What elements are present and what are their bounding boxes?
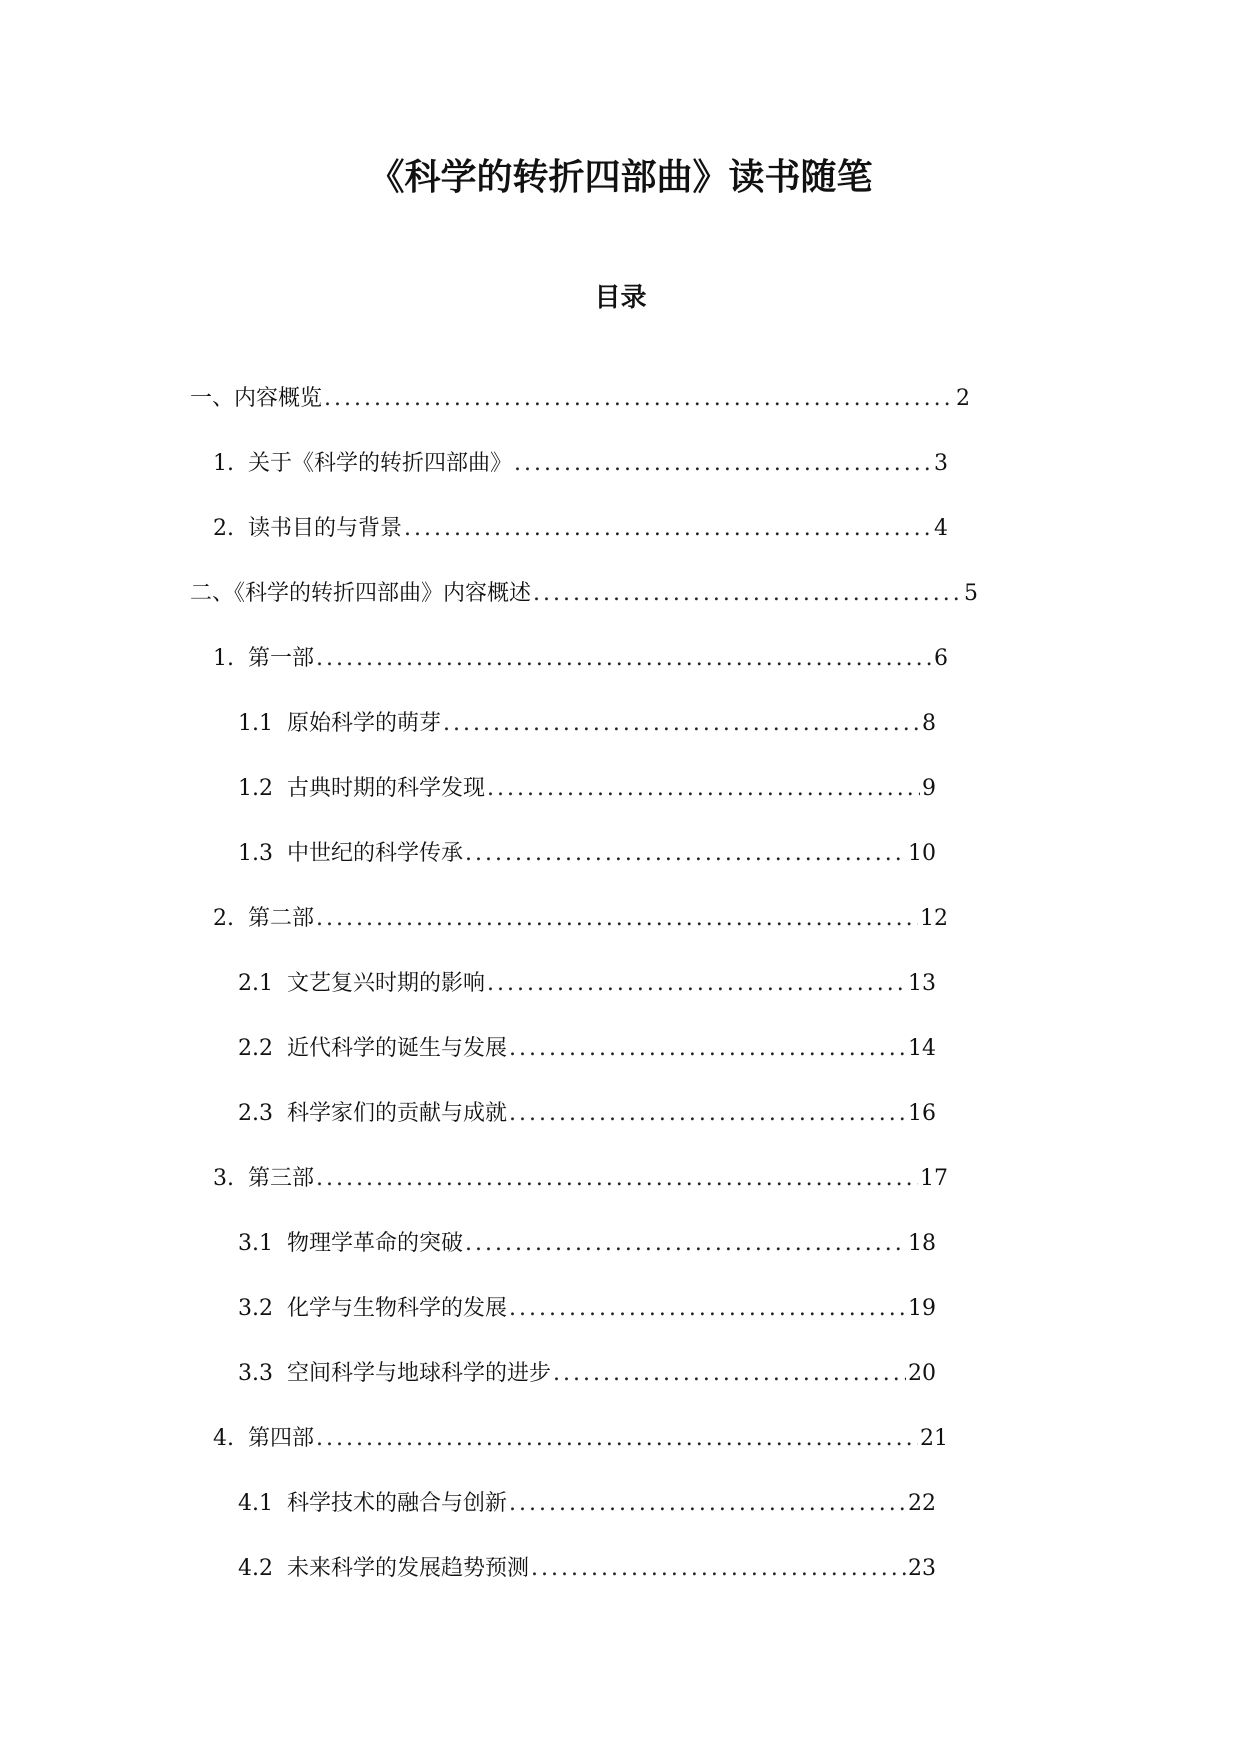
toc-entry-number: 1. — [213, 646, 234, 671]
toc-entry-number: 1. — [213, 451, 234, 476]
toc-entry-page: 10 — [908, 841, 936, 866]
toc-entry-2-3[interactable] — [0, 1164, 948, 1229]
toc-entry-part-1[interactable] — [0, 384, 970, 449]
toc-entry-page: 6 — [934, 646, 948, 671]
dot-leader — [553, 1359, 906, 1389]
toc-entry-number: 3.3 — [238, 1361, 273, 1386]
dot-leader — [465, 1229, 906, 1259]
toc-entry-label: 关于《科学的转折四部曲》 — [248, 451, 513, 476]
dot-leader — [509, 1099, 906, 1129]
toc-entry-page: 19 — [908, 1296, 936, 1321]
toc-entry-2-1-2[interactable] — [0, 774, 936, 839]
toc-entry-number: 3.2 — [238, 1296, 273, 1321]
toc-entry-number: 2.2 — [238, 1036, 273, 1061]
toc-entry-number: 1.3 — [238, 841, 273, 866]
toc-entry-label: 读书目的与背景 — [248, 516, 403, 541]
toc-entry-2-3-3[interactable] — [0, 1359, 936, 1424]
toc-entry-2-4[interactable] — [0, 1424, 948, 1489]
toc-entry-2-2-2[interactable] — [0, 1034, 936, 1099]
toc-entry-number: 2. — [213, 516, 234, 541]
toc-entry-number: 2. — [213, 906, 234, 931]
toc-heading: 目录 — [594, 283, 647, 313]
dot-leader — [509, 1294, 906, 1324]
toc-entry-page: 23 — [908, 1556, 936, 1581]
toc-entry-part-2[interactable] — [0, 579, 978, 644]
toc-entry-2-1-1[interactable] — [0, 709, 936, 774]
toc-entry-number: 1.1 — [238, 711, 273, 736]
toc-entry-2-4-2[interactable] — [0, 1554, 936, 1619]
toc-entry-label: 第一部 — [248, 646, 315, 671]
toc-entry-label: 古典时期的科学发现 — [287, 776, 486, 801]
toc-entry-label: 未来科学的发展趋势预测 — [287, 1556, 530, 1581]
toc-entry-page: 20 — [908, 1361, 936, 1386]
toc-entry-page: 16 — [908, 1101, 936, 1126]
toc-entry-page: 18 — [908, 1231, 936, 1256]
table-of-contents — [0, 384, 1241, 1619]
toc-entry-page: 13 — [908, 971, 936, 996]
toc-entry-2-4-1[interactable] — [0, 1489, 936, 1554]
toc-entry-page: 22 — [908, 1491, 936, 1516]
toc-entry-number: 2.3 — [238, 1101, 273, 1126]
dot-leader — [487, 774, 920, 804]
toc-entry-label: 第四部 — [248, 1426, 315, 1451]
toc-entry-label: 科学技术的融合与创新 — [287, 1491, 508, 1516]
dot-leader — [514, 449, 932, 479]
toc-entry-page: 3 — [934, 451, 948, 476]
toc-entry-label: 中世纪的科学传承 — [287, 841, 464, 866]
toc-entry-1-1[interactable] — [0, 449, 948, 514]
toc-entry-number: 2.1 — [238, 971, 273, 996]
dot-leader — [531, 1554, 906, 1584]
toc-entry-number: 3.1 — [238, 1231, 273, 1256]
toc-entry-label: 原始科学的萌芽 — [287, 711, 442, 736]
toc-entry-2-2[interactable] — [0, 904, 948, 969]
toc-entry-page: 8 — [922, 711, 936, 736]
dot-leader — [443, 709, 920, 739]
toc-entry-label: 空间科学与地球科学的进步 — [287, 1361, 552, 1386]
toc-entry-number: 3. — [213, 1166, 234, 1191]
toc-entry-number: 4. — [213, 1426, 234, 1451]
toc-entry-label: 近代科学的诞生与发展 — [287, 1036, 508, 1061]
dot-leader — [316, 1424, 918, 1454]
toc-entry-label: 科学家们的贡献与成就 — [287, 1101, 508, 1126]
toc-entry-page: 9 — [922, 776, 936, 801]
toc-entry-label: 二、《科学的转折四部曲》内容概述 — [190, 581, 532, 606]
toc-entry-2-3-2[interactable] — [0, 1294, 936, 1359]
dot-leader — [465, 839, 906, 869]
toc-entry-label: 物理学革命的突破 — [287, 1231, 464, 1256]
toc-entry-2-2-1[interactable] — [0, 969, 936, 1034]
toc-entry-page: 21 — [920, 1426, 948, 1451]
dot-leader — [316, 1164, 918, 1194]
dot-leader — [509, 1489, 906, 1519]
dot-leader — [533, 579, 962, 609]
dot-leader — [316, 904, 918, 934]
toc-entry-page: 17 — [920, 1166, 948, 1191]
toc-entry-2-2-3[interactable] — [0, 1099, 936, 1164]
toc-entry-page: 4 — [934, 516, 948, 541]
dot-leader — [316, 644, 932, 674]
toc-entry-page: 2 — [956, 386, 970, 411]
toc-entry-page: 12 — [920, 906, 948, 931]
toc-entry-label: 一、内容概览 — [190, 386, 323, 411]
toc-entry-label: 化学与生物科学的发展 — [287, 1296, 508, 1321]
toc-entry-page: 14 — [908, 1036, 936, 1061]
toc-entry-2-3-1[interactable] — [0, 1229, 936, 1294]
toc-entry-number: 4.1 — [238, 1491, 273, 1516]
toc-entry-number: 4.2 — [238, 1556, 273, 1581]
dot-leader — [324, 384, 954, 414]
toc-entry-label: 第三部 — [248, 1166, 315, 1191]
toc-entry-2-1-3[interactable] — [0, 839, 936, 904]
toc-entry-1-2[interactable] — [0, 514, 948, 579]
toc-entry-label: 第二部 — [248, 906, 315, 931]
dot-leader — [509, 1034, 906, 1064]
toc-entry-2-1[interactable] — [0, 644, 948, 709]
dot-leader — [487, 969, 906, 999]
toc-entry-label: 文艺复兴时期的影响 — [287, 971, 486, 996]
toc-entry-page: 5 — [964, 581, 978, 606]
document-title: 《科学的转折四部曲》读书随笔 — [368, 157, 873, 198]
toc-entry-number: 1.2 — [238, 776, 273, 801]
dot-leader — [404, 514, 932, 544]
